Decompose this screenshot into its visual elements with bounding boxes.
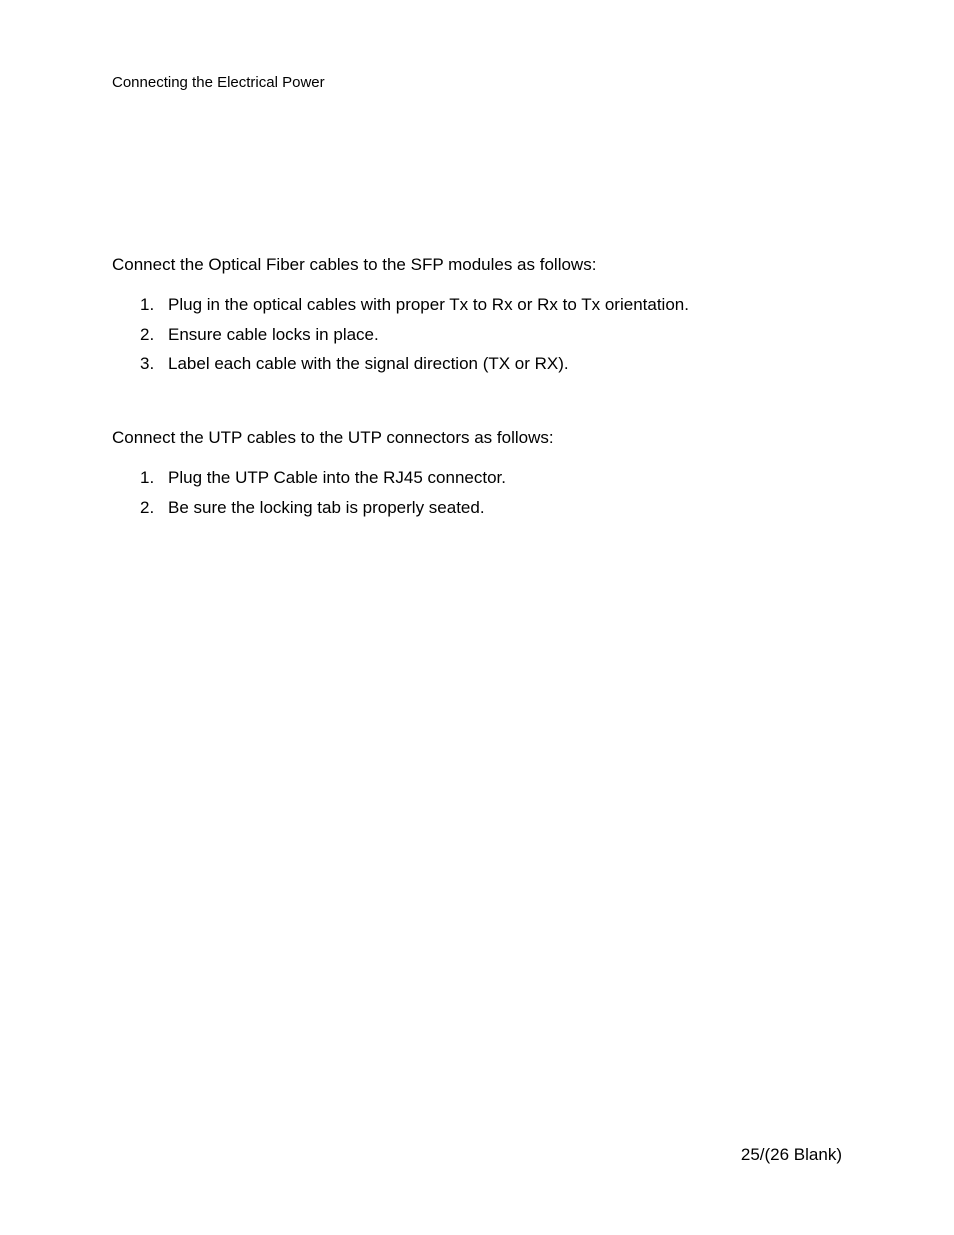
list-item xyxy=(112,295,852,315)
fiber-section xyxy=(112,255,852,384)
step-number: 1. xyxy=(140,468,155,487)
utp-section xyxy=(112,428,852,527)
running-header: Connecting the Electrical Power xyxy=(112,74,325,91)
step-number: 2. xyxy=(140,324,155,344)
step-number: 1. xyxy=(140,295,155,314)
step-text: Be sure the locking tab is properly seated. xyxy=(168,497,485,517)
fiber-steps-list xyxy=(112,295,852,374)
list-item xyxy=(112,468,852,488)
list-item xyxy=(112,498,852,518)
step-text: Label each cable with the signal direction (TX or RX). xyxy=(168,354,569,373)
step-number: 3. xyxy=(140,354,155,373)
list-item xyxy=(112,354,852,374)
utp-intro: Connect the UTP cables to the UTP connectors as follows: xyxy=(112,428,554,447)
page-number: 25/(26 Blank) xyxy=(740,1145,842,1164)
step-text: Ensure cable locks in place. xyxy=(168,324,379,344)
list-item xyxy=(112,325,852,345)
step-text: Plug the UTP Cable into the RJ45 connector. xyxy=(168,468,506,487)
fiber-intro: Connect the Optical Fiber cables to the SFP modules as follows: xyxy=(112,255,597,274)
step-text: Plug in the optical cables with proper Tx to Rx or Rx to Tx orientation. xyxy=(168,295,689,314)
step-number: 2. xyxy=(140,497,155,517)
utp-steps-list xyxy=(112,468,852,518)
